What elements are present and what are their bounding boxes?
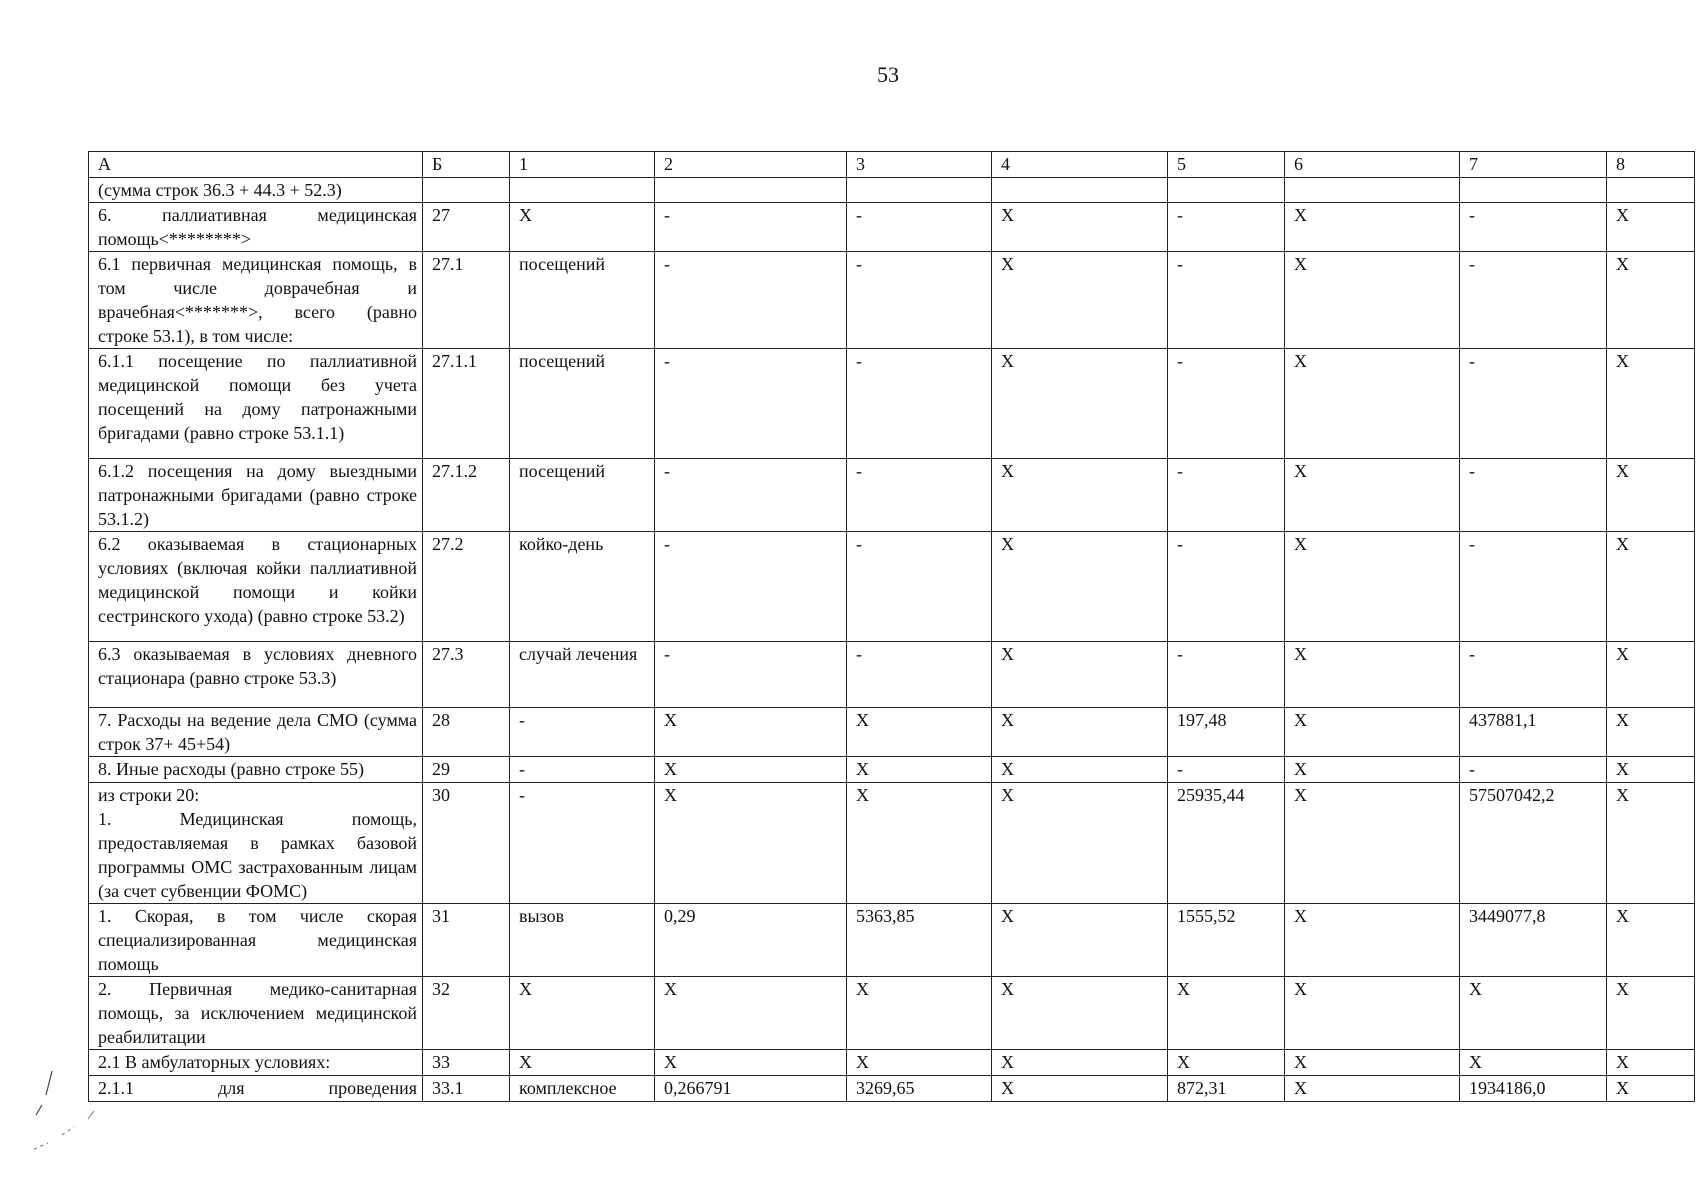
value-cell-2: Х — [655, 757, 847, 783]
row-code-cell: 30 — [423, 783, 510, 904]
value-cell-7: - — [1460, 642, 1607, 708]
value-cell-1: Х — [510, 977, 655, 1050]
value-cell-2: - — [655, 459, 847, 532]
value-cell-7: - — [1460, 459, 1607, 532]
budget-table — [88, 151, 1695, 1102]
row-code-cell: 27.1.1 — [423, 349, 510, 459]
value-cell-2: - — [655, 532, 847, 642]
value-cell-3: Х — [847, 1050, 992, 1076]
value-cell-1 — [510, 178, 655, 203]
value-cell-1: Х — [510, 1050, 655, 1076]
value-cell-7: Х — [1460, 977, 1607, 1050]
table-row — [89, 904, 1695, 977]
value-cell-7: 3449077,8 — [1460, 904, 1607, 977]
header-cell-b: Б — [423, 152, 510, 178]
value-cell-8: Х — [1607, 459, 1695, 532]
row-code-cell: 33.1 — [423, 1076, 510, 1102]
value-cell-4: Х — [992, 708, 1168, 757]
value-cell-6: Х — [1285, 783, 1460, 904]
value-cell-2: - — [655, 203, 847, 252]
value-cell-8: Х — [1607, 349, 1695, 459]
row-label-cell: 8. Иные расходы (равно строке 55) — [89, 757, 423, 783]
header-cell-8: 8 — [1607, 152, 1695, 178]
value-cell-4: Х — [992, 203, 1168, 252]
value-cell-1: - — [510, 708, 655, 757]
value-cell-8: Х — [1607, 1076, 1695, 1102]
row-code-cell: 28 — [423, 708, 510, 757]
value-cell-1: вызов — [510, 904, 655, 977]
value-cell-6: Х — [1285, 1050, 1460, 1076]
row-code-cell: 32 — [423, 977, 510, 1050]
table-row — [89, 203, 1695, 252]
value-cell-3: Х — [847, 783, 992, 904]
value-cell-6: Х — [1285, 203, 1460, 252]
table-row — [89, 977, 1695, 1050]
row-label-cell: 6.1.2 посещения на дому выездными патронажными бригадами (равно строке 53.1.2) — [89, 459, 423, 532]
value-cell-8 — [1607, 178, 1695, 203]
value-cell-2: - — [655, 252, 847, 349]
value-cell-2: - — [655, 642, 847, 708]
value-cell-3: Х — [847, 708, 992, 757]
value-cell-2 — [655, 178, 847, 203]
row-code-cell: 27.1 — [423, 252, 510, 349]
value-cell-5: Х — [1168, 977, 1285, 1050]
value-cell-4: Х — [992, 1050, 1168, 1076]
row-label-cell: 6.3 оказываемая в условиях дневного стационара (равно строке 53.3) — [89, 642, 423, 708]
value-cell-5: 872,31 — [1168, 1076, 1285, 1102]
value-cell-5: - — [1168, 532, 1285, 642]
value-cell-4: Х — [992, 783, 1168, 904]
value-cell-3: 5363,85 — [847, 904, 992, 977]
value-cell-5: Х — [1168, 1050, 1285, 1076]
value-cell-5: - — [1168, 459, 1285, 532]
value-cell-3: - — [847, 252, 992, 349]
value-cell-3: 3269,65 — [847, 1076, 992, 1102]
value-cell-6: Х — [1285, 904, 1460, 977]
header-cell-6: 6 — [1285, 152, 1460, 178]
row-label-cell: 6. паллиативная медицинская помощь<********> — [89, 203, 423, 252]
table-row — [89, 1076, 1695, 1102]
value-cell-5: - — [1168, 252, 1285, 349]
value-cell-3: - — [847, 349, 992, 459]
value-cell-8: Х — [1607, 904, 1695, 977]
row-label-cell: 6.1.1 посещение по паллиативной медицинской помощи без учета посещений на дому патронажными бригадами (равно строке 53.1.1) — [89, 349, 423, 459]
value-cell-6 — [1285, 178, 1460, 203]
value-cell-6: Х — [1285, 642, 1460, 708]
row-label-cell: 2.1 В амбулаторных условиях: — [89, 1050, 423, 1076]
value-cell-8: Х — [1607, 708, 1695, 757]
value-cell-3 — [847, 178, 992, 203]
table-row — [89, 757, 1695, 783]
value-cell-1: комплексное — [510, 1076, 655, 1102]
row-label-cell: 1. Скорая, в том числе скорая специализированная медицинская помощь — [89, 904, 423, 977]
value-cell-1: посещений — [510, 349, 655, 459]
value-cell-5: - — [1168, 642, 1285, 708]
value-cell-5: - — [1168, 203, 1285, 252]
value-cell-5: 25935,44 — [1168, 783, 1285, 904]
value-cell-2: Х — [655, 1050, 847, 1076]
row-label-cell: 6.1 первичная медицинская помощь, в том числе доврачебная и врачебная<*******>, всего (равно строке 53.1), в том числе: — [89, 252, 423, 349]
value-cell-2: Х — [655, 708, 847, 757]
table-row — [89, 783, 1695, 904]
value-cell-8: Х — [1607, 977, 1695, 1050]
row-code-cell — [423, 178, 510, 203]
row-label-cell: 2. Первичная медико-санитарная помощь, за исключением медицинской реабилитации — [89, 977, 423, 1050]
row-label-cell: из строки 20: 1. Медицинская помощь, предоставляемая в рамках базовой программы ОМС застрахованным лицам (за счет субвенции ФОМС) — [89, 783, 423, 904]
value-cell-6: Х — [1285, 708, 1460, 757]
value-cell-5: - — [1168, 349, 1285, 459]
value-cell-2: - — [655, 349, 847, 459]
row-code-cell: 27.3 — [423, 642, 510, 708]
value-cell-8: Х — [1607, 252, 1695, 349]
header-cell-7: 7 — [1460, 152, 1607, 178]
value-cell-3: - — [847, 532, 992, 642]
header-cell-3: 3 — [847, 152, 992, 178]
value-cell-4 — [992, 178, 1168, 203]
value-cell-2: 0,266791 — [655, 1076, 847, 1102]
value-cell-5: 1555,52 — [1168, 904, 1285, 977]
value-cell-4: Х — [992, 642, 1168, 708]
value-cell-1: посещений — [510, 459, 655, 532]
value-cell-1: посещений — [510, 252, 655, 349]
table-row — [89, 252, 1695, 349]
value-cell-4: Х — [992, 532, 1168, 642]
value-cell-6: Х — [1285, 252, 1460, 349]
value-cell-6: Х — [1285, 532, 1460, 642]
row-label-cell: 6.2 оказываемая в стационарных условиях (включая койки паллиативной медицинской помощи и койки сестринского ухода) (равно строке 53.2) — [89, 532, 423, 642]
header-cell-4: 4 — [992, 152, 1168, 178]
value-cell-7 — [1460, 178, 1607, 203]
value-cell-4: Х — [992, 252, 1168, 349]
value-cell-7: 57507042,2 — [1460, 783, 1607, 904]
value-cell-8: Х — [1607, 783, 1695, 904]
table-row — [89, 642, 1695, 708]
table-row — [89, 459, 1695, 532]
value-cell-7: - — [1460, 349, 1607, 459]
header-cell-1: 1 — [510, 152, 655, 178]
value-cell-6: Х — [1285, 977, 1460, 1050]
row-label-cell: (сумма строк 36.3 + 44.3 + 52.3) — [89, 178, 423, 203]
value-cell-5: 197,48 — [1168, 708, 1285, 757]
value-cell-7: - — [1460, 757, 1607, 783]
value-cell-5: - — [1168, 757, 1285, 783]
header-cell-a: А — [89, 152, 423, 178]
row-code-cell: 27.2 — [423, 532, 510, 642]
row-code-cell: 29 — [423, 757, 510, 783]
row-code-cell: 27.1.2 — [423, 459, 510, 532]
value-cell-2: Х — [655, 977, 847, 1050]
header-cell-2: 2 — [655, 152, 847, 178]
value-cell-6: Х — [1285, 349, 1460, 459]
value-cell-7: 437881,1 — [1460, 708, 1607, 757]
header-row — [89, 152, 1695, 178]
value-cell-8: Х — [1607, 203, 1695, 252]
value-cell-8: Х — [1607, 532, 1695, 642]
table-row — [89, 178, 1695, 203]
value-cell-1: - — [510, 757, 655, 783]
value-cell-3: - — [847, 459, 992, 532]
value-cell-8: Х — [1607, 1050, 1695, 1076]
value-cell-7: 1934186,0 — [1460, 1076, 1607, 1102]
value-cell-7: - — [1460, 203, 1607, 252]
value-cell-4: Х — [992, 757, 1168, 783]
table-body — [89, 152, 1695, 1102]
value-cell-7: - — [1460, 252, 1607, 349]
value-cell-4: Х — [992, 1076, 1168, 1102]
value-cell-3: Х — [847, 977, 992, 1050]
value-cell-8: Х — [1607, 757, 1695, 783]
value-cell-1: Х — [510, 203, 655, 252]
value-cell-3: - — [847, 642, 992, 708]
value-cell-4: Х — [992, 459, 1168, 532]
value-cell-4: Х — [992, 349, 1168, 459]
table-row — [89, 532, 1695, 642]
row-code-cell: 31 — [423, 904, 510, 977]
value-cell-7: Х — [1460, 1050, 1607, 1076]
table-row — [89, 349, 1695, 459]
value-cell-4: Х — [992, 977, 1168, 1050]
row-label-cell: 7. Расходы на ведение дела СМО (сумма строк 37+ 45+54) — [89, 708, 423, 757]
page-number: 53 — [877, 62, 899, 87]
value-cell-6: Х — [1285, 757, 1460, 783]
margin-pen-mark — [28, 1065, 108, 1155]
header-cell-5: 5 — [1168, 152, 1285, 178]
value-cell-3: Х — [847, 757, 992, 783]
table-row — [89, 1050, 1695, 1076]
value-cell-1: койко-день — [510, 532, 655, 642]
value-cell-1: - — [510, 783, 655, 904]
value-cell-2: 0,29 — [655, 904, 847, 977]
value-cell-7: - — [1460, 532, 1607, 642]
value-cell-5 — [1168, 178, 1285, 203]
value-cell-6: Х — [1285, 1076, 1460, 1102]
value-cell-2: Х — [655, 783, 847, 904]
table-row — [89, 708, 1695, 757]
value-cell-6: Х — [1285, 459, 1460, 532]
value-cell-1: случай лечения — [510, 642, 655, 708]
row-label-cell: 2.1.1 для проведения — [89, 1076, 423, 1102]
value-cell-4: Х — [992, 904, 1168, 977]
value-cell-8: Х — [1607, 642, 1695, 708]
row-code-cell: 27 — [423, 203, 510, 252]
row-code-cell: 33 — [423, 1050, 510, 1076]
value-cell-3: - — [847, 203, 992, 252]
